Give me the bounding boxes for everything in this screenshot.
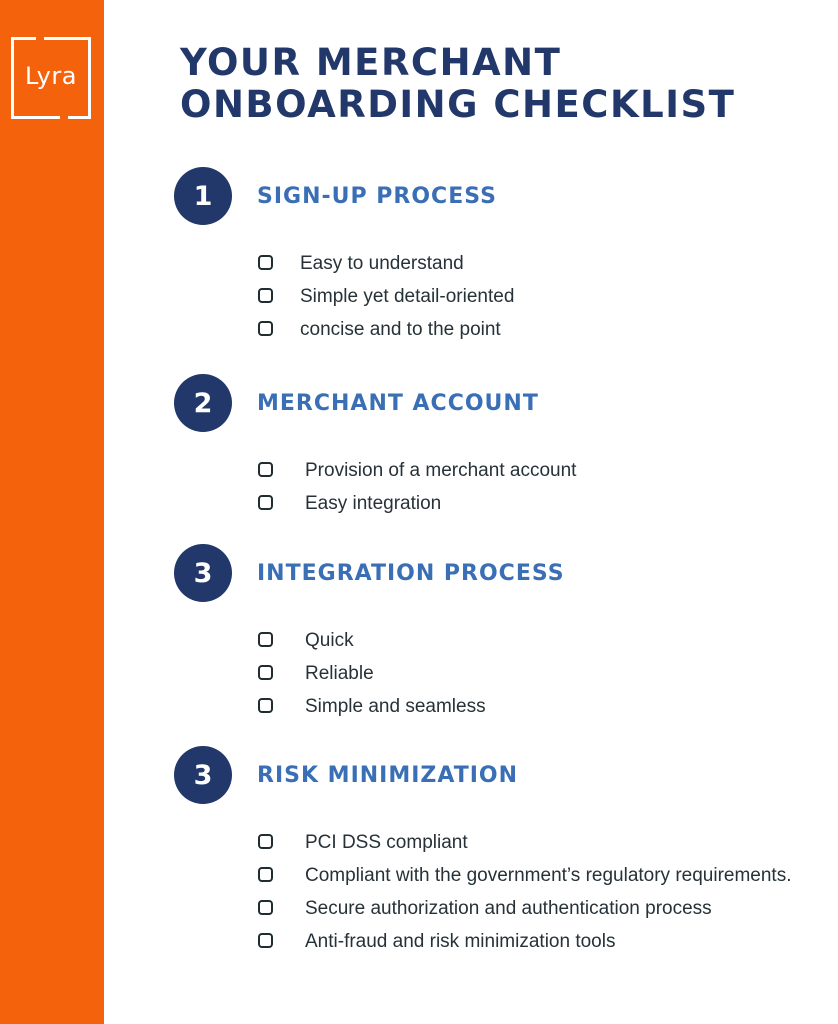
checklist-item-label: PCI DSS compliant bbox=[305, 832, 468, 853]
section-sign-up bbox=[174, 167, 814, 346]
page-title bbox=[180, 42, 735, 126]
checkbox[interactable] bbox=[258, 665, 273, 680]
checklist-item bbox=[258, 313, 814, 346]
brand-sidebar bbox=[0, 0, 104, 1024]
section-title: MERCHANT ACCOUNT bbox=[257, 390, 539, 416]
checklist bbox=[258, 454, 814, 520]
section-title: INTEGRATION PROCESS bbox=[257, 560, 565, 586]
section-title: SIGN-UP PROCESS bbox=[257, 183, 497, 209]
step-number-badge: 3 bbox=[174, 544, 232, 602]
section-risk-minimization bbox=[174, 746, 814, 958]
checklist-item-label: concise and to the point bbox=[300, 319, 501, 340]
checklist bbox=[258, 826, 814, 958]
checklist-item bbox=[258, 280, 814, 313]
checkbox[interactable] bbox=[258, 321, 273, 336]
step-number-badge: 2 bbox=[174, 374, 232, 432]
checklist-item-label: Provision of a merchant account bbox=[305, 460, 577, 481]
checklist-item bbox=[258, 859, 814, 892]
section-integration-process bbox=[174, 544, 814, 723]
checklist-item-label: Easy integration bbox=[305, 493, 442, 514]
checklist-item-label: Secure authorization and authentication process bbox=[305, 898, 712, 919]
step-number-badge: 3 bbox=[174, 746, 232, 804]
checklist bbox=[258, 624, 814, 723]
checkbox[interactable] bbox=[258, 288, 273, 303]
title-line-2: ONBOARDING CHECKLIST bbox=[180, 83, 736, 126]
checkbox[interactable] bbox=[258, 834, 273, 849]
title-line-1: YOUR MERCHANT bbox=[180, 41, 562, 84]
checklist-item-label: Reliable bbox=[305, 663, 374, 684]
checklist-item bbox=[258, 487, 814, 520]
checklist-item-label: Quick bbox=[305, 630, 354, 651]
checklist-item bbox=[258, 454, 814, 487]
checkbox[interactable] bbox=[258, 867, 273, 882]
checkbox[interactable] bbox=[258, 933, 273, 948]
checklist-item-label: Anti-fraud and risk minimization tools bbox=[305, 931, 616, 952]
checklist-item bbox=[258, 690, 814, 723]
checkbox[interactable] bbox=[258, 698, 273, 713]
section-merchant-account bbox=[174, 374, 814, 520]
logo-text: Lyra bbox=[25, 62, 77, 90]
checkbox[interactable] bbox=[258, 462, 273, 477]
checklist-item-label: Simple and seamless bbox=[305, 696, 486, 717]
checklist-item-label: Easy to understand bbox=[300, 253, 464, 274]
checklist-item bbox=[258, 657, 814, 690]
section-title: RISK MINIMIZATION bbox=[257, 762, 519, 788]
checklist-item bbox=[258, 247, 814, 280]
lyra-logo bbox=[11, 37, 91, 119]
checklist-item bbox=[258, 624, 814, 657]
checkbox[interactable] bbox=[258, 255, 273, 270]
checkbox[interactable] bbox=[258, 632, 273, 647]
checklist bbox=[258, 247, 814, 346]
checklist-item bbox=[258, 826, 814, 859]
checklist-item-label: Simple yet detail-oriented bbox=[300, 286, 515, 307]
step-number-badge: 1 bbox=[174, 167, 232, 225]
checklist-item-label: Compliant with the government’s regulatory requirements. bbox=[305, 865, 792, 886]
checkbox[interactable] bbox=[258, 495, 273, 510]
checklist-item bbox=[258, 925, 814, 958]
checkbox[interactable] bbox=[258, 900, 273, 915]
checklist-item bbox=[258, 892, 814, 925]
